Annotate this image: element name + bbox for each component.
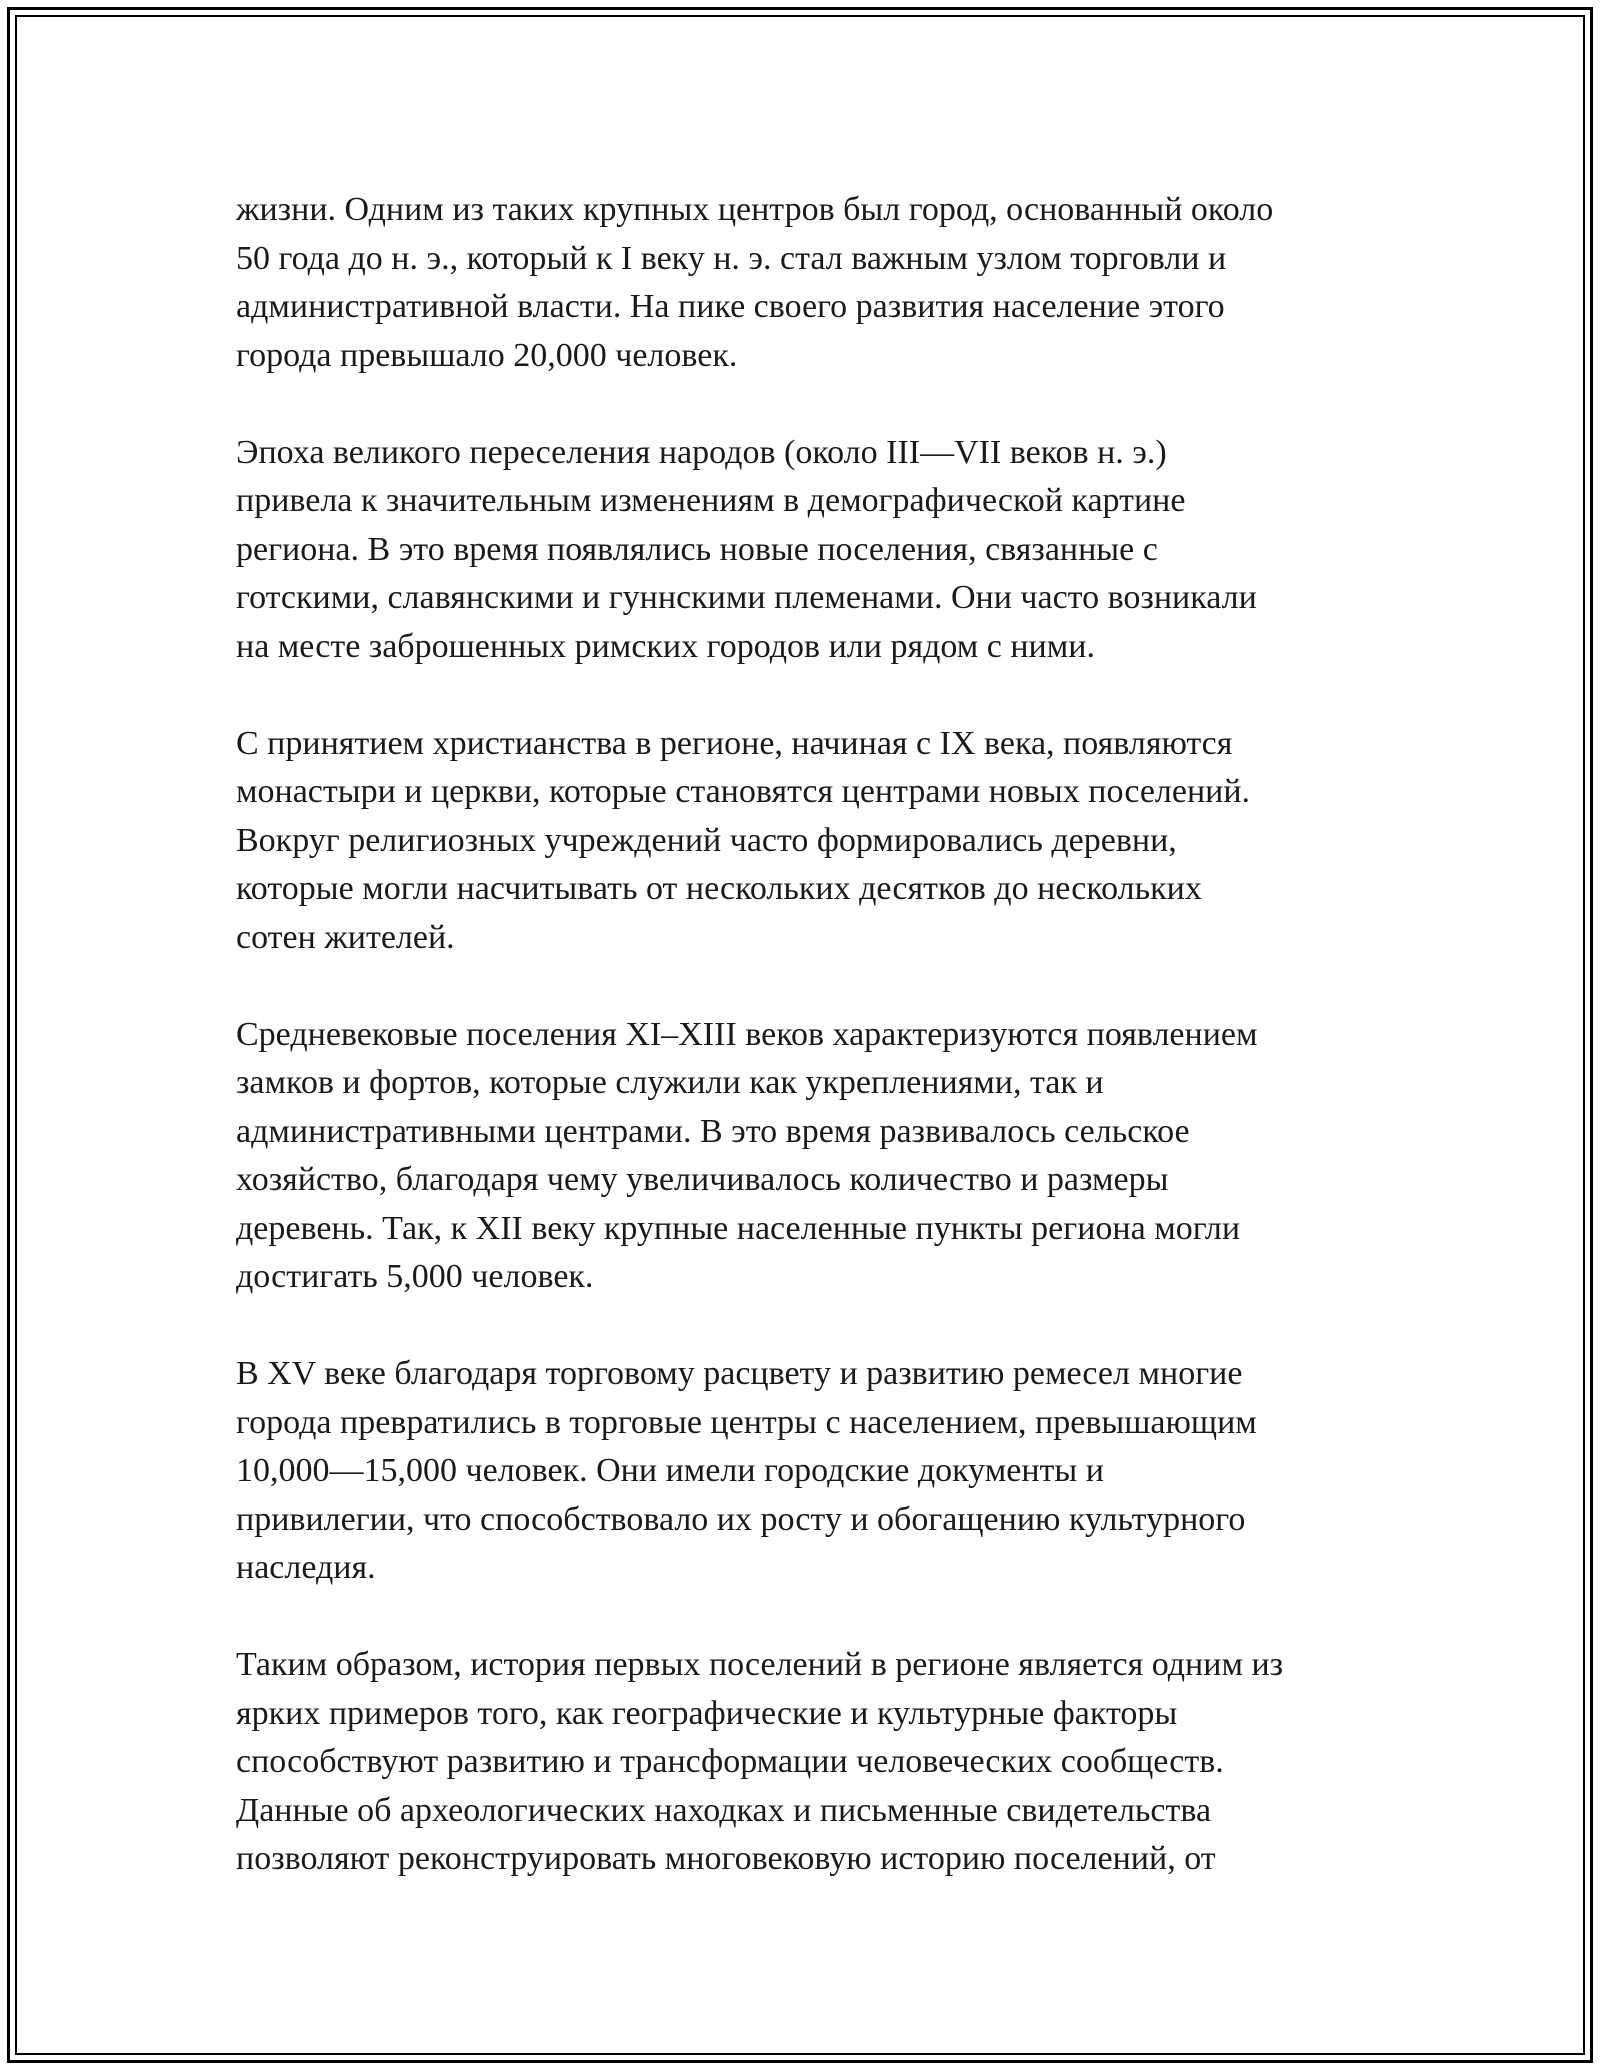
text-line: привела к значительным изменениям в демографической картине — [236, 482, 1186, 519]
paragraph-3 — [236, 720, 1396, 963]
text-line: жизни. Одним из таких крупных центров был город, основанный около — [236, 191, 1274, 228]
text-line: Вокруг религиозных учреждений часто формировались деревни, — [236, 821, 1177, 859]
document-body — [236, 186, 1396, 1932]
text-line: Эпоха великого переселения народов (около III—VII веков н. э.) — [236, 433, 1167, 471]
paragraph-2 — [236, 429, 1396, 672]
text-line: которые могли насчитывать от нескольких десятков до нескольких — [236, 870, 1202, 907]
paragraph-5 — [236, 1350, 1396, 1593]
text-line: привилегии, что способствовало их росту и обогащению культурного — [236, 1500, 1246, 1538]
text-line: региона. В это время появлялись новые поселения, связанные с — [236, 530, 1158, 568]
text-line: достигать 5,000 человек. — [236, 1258, 594, 1295]
text-line: хозяйство, благодаря чему увеличивалось количество и размеры — [236, 1161, 1169, 1198]
text-line: города превышало 20,000 человек. — [236, 336, 738, 374]
text-line: монастыри и церкви, которые становятся центрами новых поселений. — [236, 773, 1251, 810]
text-line: административной власти. На пике своего развития население этого — [236, 288, 1225, 325]
text-line: сотен жителей. — [236, 918, 455, 956]
text-line: Таким образом, история первых поселений в регионе является одним из — [236, 1646, 1284, 1683]
text-line: ярких примеров того, как географические и культурные факторы — [236, 1694, 1178, 1732]
text-line: замков и фортов, которые служили как укреплениями, так и — [236, 1064, 1104, 1101]
text-line: готскими, славянскими и гуннскими племенами. Они часто возникали — [236, 579, 1257, 616]
paragraph-4 — [236, 1011, 1396, 1302]
text-line: 50 года до н. э., который к I веку н. э. стал важным узлом торговли и — [236, 239, 1227, 277]
text-line: 10,000—15,000 человек. Они имели городские документы и — [236, 1452, 1104, 1489]
text-line: города превратились в торговые центры с населением, превышающим — [236, 1403, 1257, 1441]
text-line: Данные об археологических находках и письменные свидетельства — [236, 1791, 1212, 1829]
text-line: деревень. Так, к XII веку крупные населенные пункты региона могли — [236, 1209, 1241, 1247]
text-line: С принятием христианства в регионе, начиная с IX века, появляются — [236, 724, 1233, 762]
text-line: Средневековые поселения XI–XIII веков характеризуются появлением — [236, 1015, 1258, 1053]
text-line: административными центрами. В это время развивалось сельское — [236, 1112, 1190, 1150]
paragraph-1 — [236, 186, 1396, 380]
text-line: В XV веке благодаря торговому расцвету и развитию ремесел многие — [236, 1355, 1243, 1392]
text-line: способствуют развитию и трансформации человеческих сообществ. — [236, 1743, 1224, 1780]
text-line: наследия. — [236, 1549, 376, 1586]
paragraph-6 — [236, 1641, 1396, 1884]
text-line: позволяют реконструировать многовековую историю поселений, от — [236, 1840, 1216, 1877]
text-line: на месте заброшенных римских городов или рядом с ними. — [236, 627, 1095, 665]
